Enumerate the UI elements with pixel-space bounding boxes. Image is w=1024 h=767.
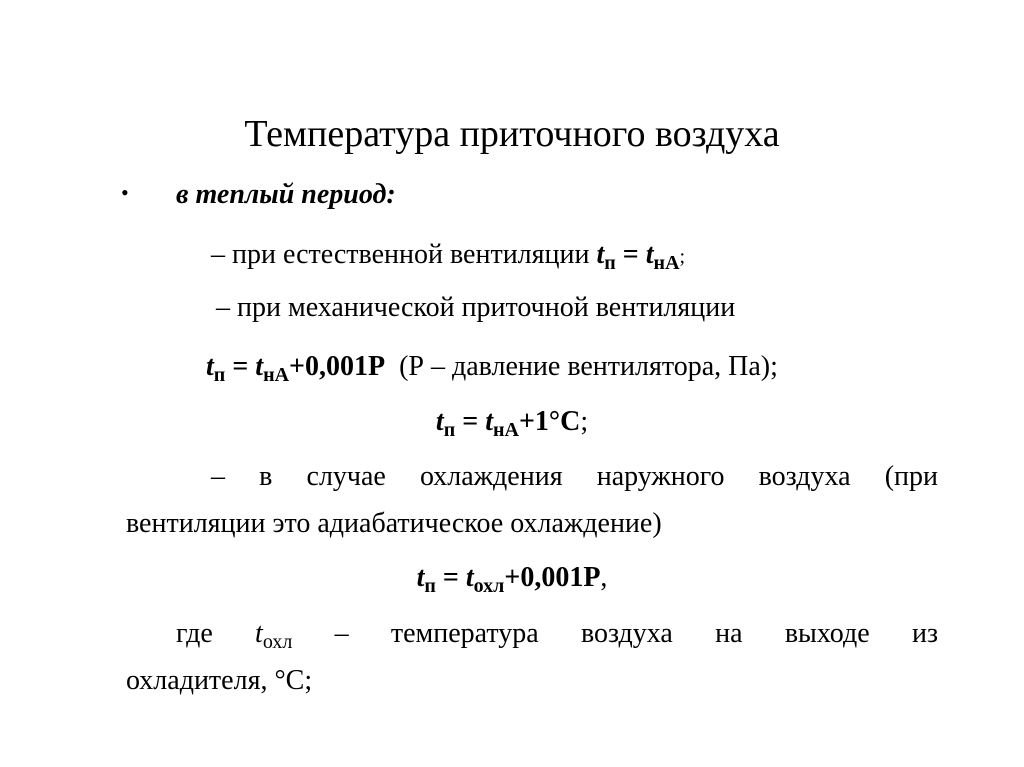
formula-symbol-group	[255, 617, 292, 651]
formula-subscript: п	[424, 575, 436, 597]
formula-tail: +0,001Р	[289, 351, 386, 382]
line-cooling	[211, 460, 938, 494]
line-end: ,	[600, 562, 608, 593]
formula-symbol: t	[645, 239, 654, 270]
word: случае	[306, 461, 386, 492]
bullet-marker: •	[121, 180, 129, 205]
formula-equals: =	[435, 562, 466, 593]
word: на	[715, 618, 743, 649]
formula-subscript: охл	[262, 631, 293, 653]
word: из	[911, 618, 938, 649]
formula-subscript: п	[443, 419, 456, 441]
formula-subscript: нА	[653, 252, 680, 274]
formula-symbol: t	[255, 351, 264, 382]
formula-plus-one	[0, 405, 1024, 439]
word: воздуха	[580, 618, 673, 649]
word: охлаждения	[420, 461, 563, 492]
formula-equals: =	[615, 239, 646, 270]
section-heading: в теплый период:	[176, 179, 396, 210]
formula-symbol: t	[416, 562, 425, 593]
formula-symbol: t	[465, 562, 474, 593]
word: выходе	[784, 618, 870, 649]
word: –	[211, 461, 225, 492]
formula-symbol: t	[206, 351, 214, 382]
formula-mechanical	[206, 350, 778, 384]
line-cooler-units: охладителя, °С;	[126, 665, 313, 696]
formula-symbol: t	[435, 406, 444, 437]
word: наружного	[596, 461, 725, 492]
line-end: ;	[580, 406, 589, 437]
word: воздуха	[758, 461, 851, 492]
line-natural-ventilation	[211, 238, 685, 274]
formula-symbol: t	[485, 406, 493, 437]
formula-subscript: п	[604, 252, 616, 274]
word: температура	[390, 618, 539, 649]
formula-subscript: нА	[263, 364, 290, 386]
line-text: – при естественной вентиляции	[211, 239, 597, 270]
formula-subscript: нА	[492, 419, 519, 441]
formula-symbol: t	[596, 239, 605, 270]
formula-subscript: охл	[473, 575, 505, 597]
slide-title: Температура приточного воздуха	[244, 113, 780, 155]
word: –	[334, 618, 349, 649]
formula-cooling	[0, 561, 1024, 595]
word: где	[176, 618, 213, 649]
line-end: ;	[679, 246, 686, 268]
formula-equals: =	[455, 406, 486, 437]
line-mechanical-ventilation: – при механической приточной вентиляции	[216, 292, 736, 323]
formula-note: (Р – давление вентилятора, Па);	[385, 351, 778, 382]
formula-tail: +0,001Р	[504, 562, 601, 593]
formula-tail: +1°С	[518, 406, 581, 437]
formula-subscript: п	[213, 364, 226, 386]
formula-symbol: t	[255, 618, 263, 649]
word: (при	[884, 461, 938, 492]
word: в	[259, 461, 273, 492]
line-definition	[176, 617, 938, 651]
formula-equals: =	[225, 351, 256, 382]
line-adiabatic: вентиляции это адиабатическое охлаждение)	[126, 508, 662, 539]
